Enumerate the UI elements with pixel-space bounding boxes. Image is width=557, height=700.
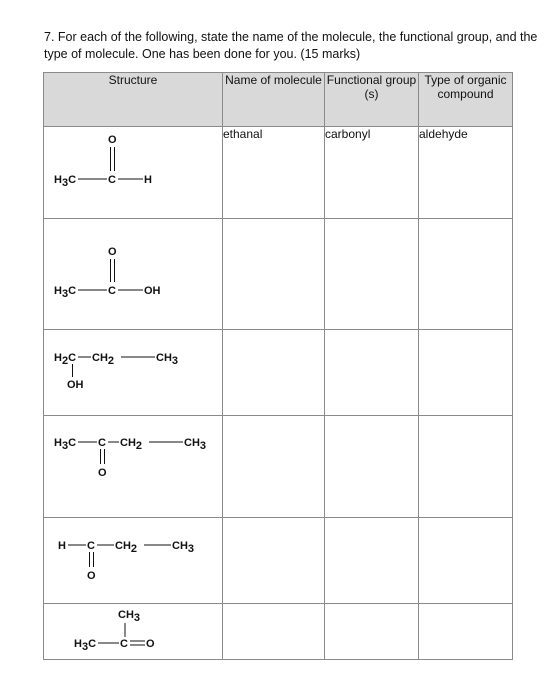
atom-ch3: CH3 xyxy=(156,352,179,367)
answer-name[interactable] xyxy=(223,219,325,330)
answer-table xyxy=(43,72,513,660)
structure-cell xyxy=(44,416,223,518)
answer-functional-group[interactable] xyxy=(325,219,419,330)
header-structure: Structure xyxy=(44,73,223,127)
atom-oh: OH xyxy=(144,285,161,297)
table-row xyxy=(44,127,513,219)
structure-acetic-acid xyxy=(44,219,223,330)
atom-h2c: H2C xyxy=(54,352,77,367)
question-text: 7. For each of the following, state the name of the molecule, the functional group, and the type of molecule. One has been done for you. (15 marks) xyxy=(44,30,538,61)
answer-functional-group[interactable]: carbonyl xyxy=(325,127,419,219)
atom-c: C xyxy=(108,174,116,186)
answer-type[interactable] xyxy=(419,330,513,416)
atom-ch2: CH2 xyxy=(120,437,143,452)
header-row xyxy=(44,73,513,127)
table-row xyxy=(44,330,513,416)
answer-type[interactable]: aldehyde xyxy=(419,127,513,219)
structure-butanal xyxy=(44,518,223,604)
answer-functional-group[interactable] xyxy=(325,518,419,604)
atom-o: O xyxy=(108,134,117,146)
structure-cell xyxy=(44,518,223,604)
answer-functional-group[interactable] xyxy=(325,416,419,518)
answer-functional-group[interactable] xyxy=(325,330,419,416)
header-name: Name of molecule xyxy=(223,73,325,127)
atom-c: C xyxy=(108,285,116,297)
answer-type[interactable] xyxy=(419,518,513,604)
structure-propanone xyxy=(44,604,223,660)
structure-propanol xyxy=(44,330,223,416)
structure-cell xyxy=(44,127,223,219)
answer-type[interactable] xyxy=(419,219,513,330)
atom-c: C xyxy=(120,638,128,650)
table-row xyxy=(44,604,513,660)
header-type: Type of organic compound xyxy=(419,73,513,127)
atom-ch3: CH3 xyxy=(118,609,141,624)
atom-o: O xyxy=(98,467,107,479)
answer-type[interactable] xyxy=(419,604,513,660)
atom-h: H xyxy=(58,540,66,552)
answer-functional-group[interactable] xyxy=(325,604,419,660)
atom-ch3: CH3 xyxy=(184,437,207,452)
atom-h3c: H3C xyxy=(54,285,77,300)
atom-ch2: CH2 xyxy=(115,540,138,555)
atom-h3c: H3C xyxy=(74,638,97,653)
table-row xyxy=(44,416,513,518)
atom-oh: OH xyxy=(67,379,84,391)
header-functional-group: Functional group (s) xyxy=(325,73,419,127)
atom-o: O xyxy=(146,638,155,650)
answer-name[interactable]: ethanal xyxy=(223,127,325,219)
structure-cell xyxy=(44,604,223,660)
structure-cell xyxy=(44,219,223,330)
structure-cell xyxy=(44,330,223,416)
atom-c: C xyxy=(98,437,106,449)
atom-ch3: CH3 xyxy=(172,540,195,555)
answer-name[interactable] xyxy=(223,604,325,660)
atom-ch2: CH2 xyxy=(92,352,115,367)
atom-o: O xyxy=(108,246,117,258)
atom-h3c: H3C xyxy=(54,174,77,189)
atom-c: C xyxy=(87,540,95,552)
atom-h: H xyxy=(144,174,152,186)
atom-h3c: H3C xyxy=(54,437,77,452)
table-row xyxy=(44,518,513,604)
structure-ethanal xyxy=(44,127,223,219)
answer-type[interactable] xyxy=(419,416,513,518)
answer-name[interactable] xyxy=(223,416,325,518)
structure-butanone xyxy=(44,416,223,518)
atom-o: O xyxy=(87,570,96,582)
answer-name[interactable] xyxy=(223,518,325,604)
answer-name[interactable] xyxy=(223,330,325,416)
table-row xyxy=(44,219,513,330)
